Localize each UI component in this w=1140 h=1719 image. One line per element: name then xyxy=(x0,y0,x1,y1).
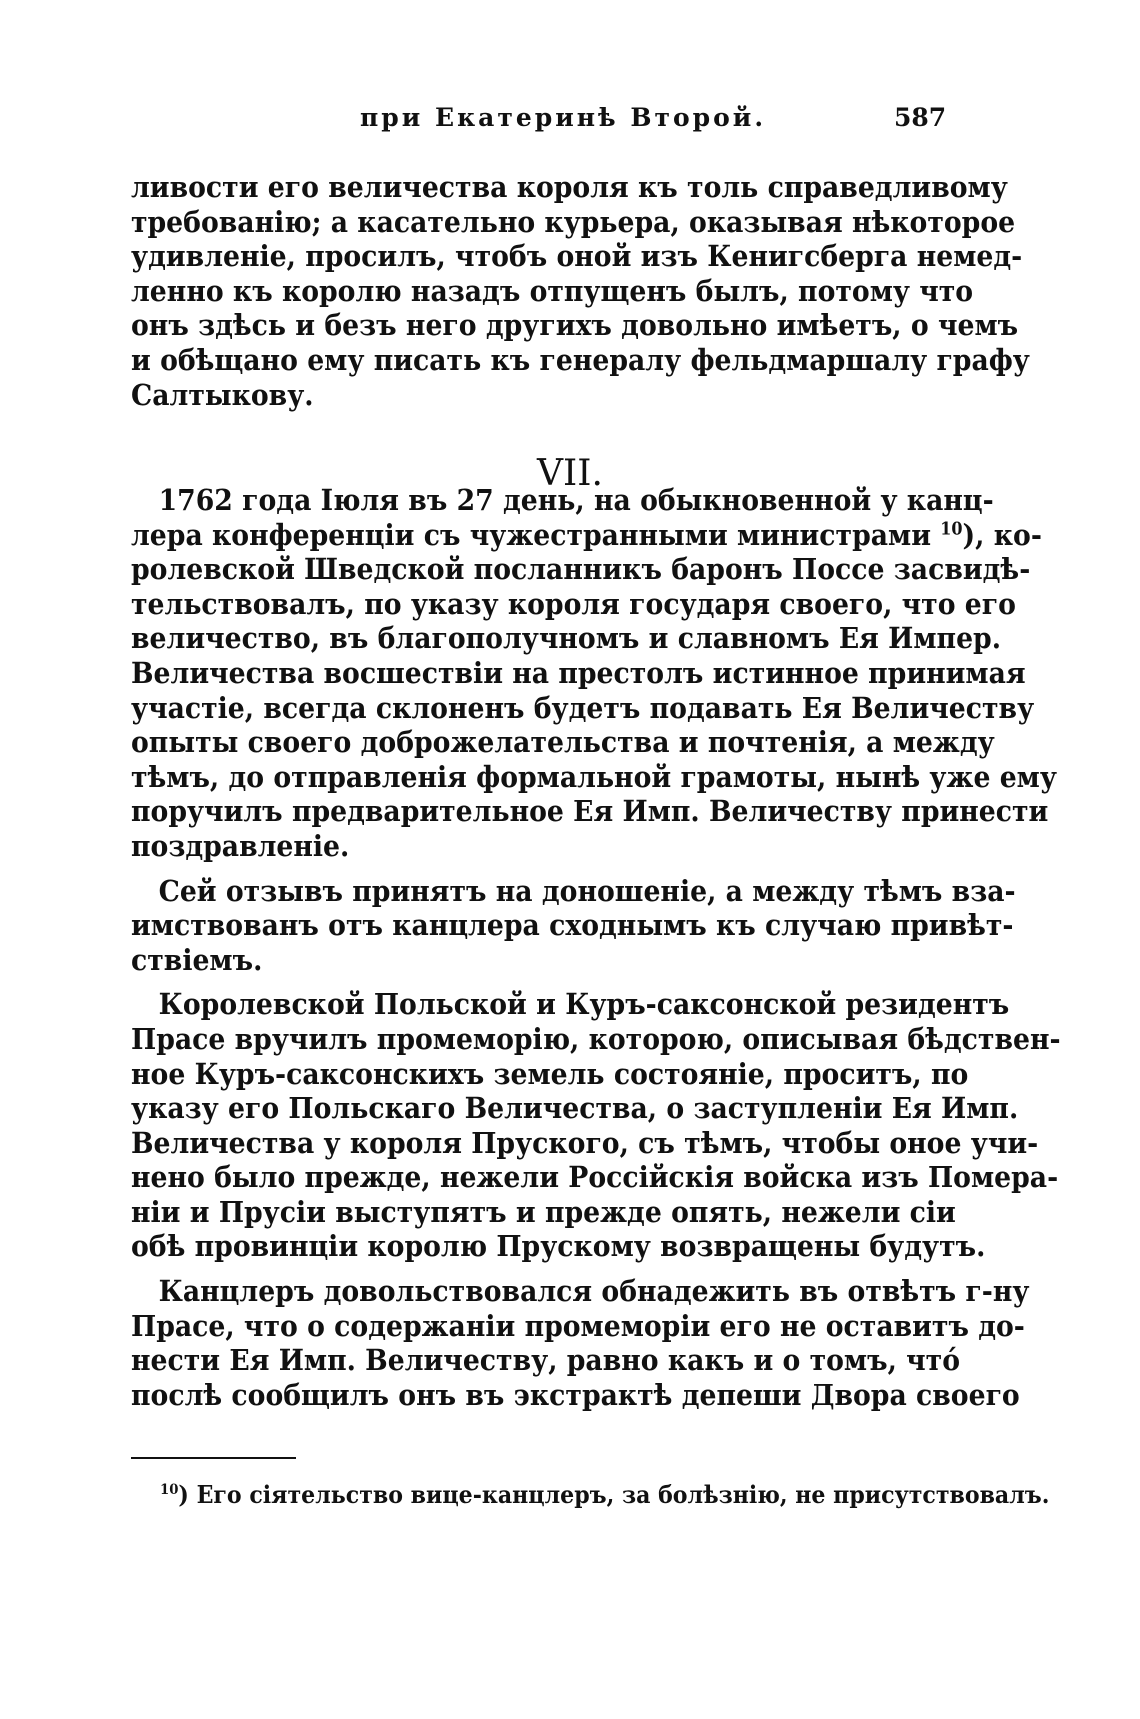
paragraph-1 xyxy=(131,170,1030,412)
text-line: величество, въ благополучномъ и славномъ Ея Импер. xyxy=(131,621,1002,656)
footnote-text: ) Его сіятельство вице-канцлеръ, за болѣзнію, не присутствовалъ. xyxy=(178,1480,1050,1509)
text-line: указу его Польскаго Величества, о заступленіи Ея Имп. xyxy=(131,1091,1019,1126)
paragraph-2 xyxy=(131,483,1057,864)
text-line: поздравленіе. xyxy=(131,828,350,863)
footnote-reference: 10 xyxy=(940,518,963,539)
paragraph-5 xyxy=(131,1274,1030,1412)
text-line: Величества у короля Пруского, съ тѣмъ, чтобы оное учи- xyxy=(131,1125,1039,1160)
footnote xyxy=(160,1480,1049,1509)
footnote-marker: 10 xyxy=(160,1481,179,1498)
text-fragment: ), ко- xyxy=(962,517,1042,552)
text-line: 1762 года Іюля въ 27 день, на обыкновенной у канц- xyxy=(158,483,994,517)
text-line: Канцлеръ довольствовался обнадежить въ отвѣтъ г-ну xyxy=(158,1274,1030,1309)
page-body xyxy=(131,170,1030,412)
text-line: послѣ сообщилъ онъ въ экстрактѣ депеши Двора своего xyxy=(131,1377,1020,1412)
text-line: ствіемъ. xyxy=(131,942,263,977)
text-line: удивленіе, просилъ, чтобъ оной изъ Кенигсберга немед- xyxy=(131,239,1023,274)
paragraph-4 xyxy=(131,987,1061,1264)
text-line: имствованъ отъ канцлера сходнымъ къ случаю привѣт- xyxy=(131,908,1014,943)
text-line: нено было прежде, нежели Россійскія войска изъ Помера- xyxy=(131,1160,1059,1195)
text-line: ролевской Шведской посланникъ баронъ Поссе засвидѣ- xyxy=(131,552,1031,587)
running-title: при Екатеринѣ Второй. xyxy=(360,103,767,132)
page-number: 587 xyxy=(894,103,947,132)
running-header xyxy=(0,103,1140,143)
text-line: тельствовалъ, по указу короля государя своего, что его xyxy=(131,586,1016,621)
text-line: участіе, всегда склоненъ будетъ подавать Ея Величеству xyxy=(131,690,1035,725)
text-line: Прасе, что о содержаніи промеморіи его не оставитъ до- xyxy=(131,1308,1025,1343)
text-line: нести Ея Имп. Величеству, равно какъ и о томъ, что́ xyxy=(131,1343,961,1378)
text-line: Салтыкову. xyxy=(131,377,314,412)
text-line: ливости его величества короля къ толь справедливому xyxy=(131,170,1008,204)
text-line: тѣмъ, до отправленія формальной грамоты, нынѣ уже ему xyxy=(131,759,1057,794)
text-line: ное Куръ-саксонскихъ земель состояніе, проситъ, по xyxy=(131,1056,969,1091)
text-line: ніи и Прусіи выступятъ и прежде опять, нежели сіи xyxy=(131,1194,956,1229)
text-fragment: лера конференціи съ чужестранными министрами xyxy=(131,517,941,552)
text-line: обѣ провинціи королю Прускому возвращены будутъ. xyxy=(131,1229,986,1264)
text-line: Величества восшествіи на престолъ истинное принимая xyxy=(131,655,1026,690)
section-heading: VII. xyxy=(537,453,603,494)
text-line: требованію; а касательно курьера, оказывая нѣкоторое xyxy=(131,204,1016,239)
text-line: поручилъ предварительное Ея Имп. Величеству принести xyxy=(131,794,1049,829)
text-line: ленно къ королю назадъ отпущенъ былъ, потому что xyxy=(131,273,974,308)
text-line: Прасе вручилъ промеморію, которою, описывая бѣдствен- xyxy=(131,1021,1061,1056)
text-line: и обѣщано ему писать къ генералу фельдмаршалу графу xyxy=(131,342,1030,377)
text-line: Сей отзывъ принятъ на доношеніе, а между тѣмъ вза- xyxy=(158,873,1016,908)
text-line: Королевской Польской и Куръ-саксонской резидентъ xyxy=(158,987,1010,1022)
paragraph-3 xyxy=(131,873,1016,978)
page-body-continued xyxy=(131,483,1061,1412)
footnote-divider xyxy=(131,1457,296,1459)
text-line: онъ здѣсь и безъ него другихъ довольно имѣетъ, о чемъ xyxy=(131,308,1019,343)
text-line-with-footnote-ref xyxy=(131,517,1042,553)
text-line: опыты своего доброжелательства и почтенія, а между xyxy=(131,725,995,760)
